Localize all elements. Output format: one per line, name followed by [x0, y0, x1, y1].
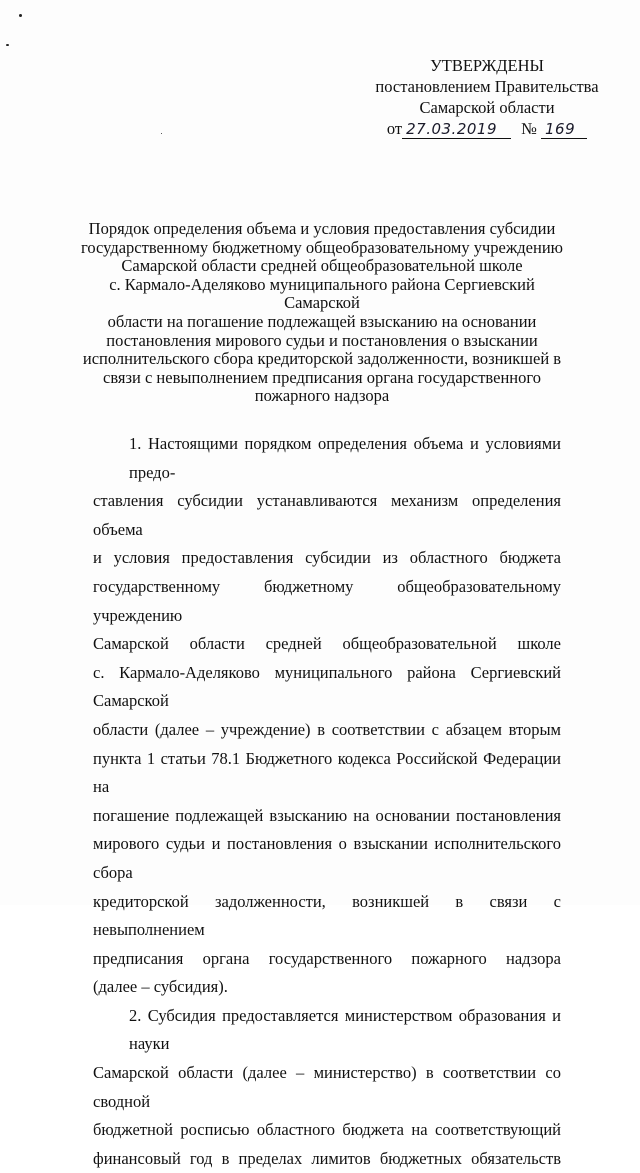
body-line: предписания органа государственного пожарного надзора	[93, 948, 561, 968]
title-line: пожарного надзора	[254, 386, 390, 406]
handwritten-date: 27.03.2019	[402, 120, 511, 139]
paragraph-1	[93, 430, 561, 1002]
title-line: государственному бюджетному общеобразовательному учреждению	[81, 237, 563, 257]
title-line: исполнительского сбора кредиторской задолженности, возникшей в	[82, 349, 562, 369]
title-line: с. Кармало-Аделяково муниципального района Сергиевский Самарской	[109, 274, 535, 313]
approval-date-line	[372, 118, 602, 140]
approval-line-1: постановлением Правительства	[375, 77, 599, 96]
body-line: (далее – субсидия).	[93, 977, 228, 997]
body-line: пункта 1 статьи 78.1 Бюджетного кодекса Российской Федерации на	[93, 748, 561, 797]
body-line: кредиторской задолженности, возникшей в связи с невыполнением	[93, 891, 561, 940]
body-line: Самарской области (далее – министерство) в соответствии со сводной	[93, 1063, 561, 1111]
scan-speck	[19, 14, 22, 17]
document-title	[78, 220, 566, 406]
title-line: постановления мирового судьи и постановления о взыскании	[106, 330, 538, 350]
body-line: и условия предоставления субсидии из областного бюджета	[93, 548, 561, 568]
title-line: Самарской области средней общеобразовательной школе	[121, 256, 523, 276]
title-line: Порядок определения объема и условия предоставления субсидии	[88, 219, 556, 238]
title-line: области на погашение подлежащей взысканию на основании	[107, 311, 537, 331]
body-line: Самарской области средней общеобразовательной школе	[93, 634, 561, 654]
number-prefix: №	[521, 119, 537, 138]
approval-heading: УТВЕРЖДЕНЫ	[430, 56, 544, 75]
document-body	[93, 430, 561, 1173]
body-line: финансовый год в пределах лимитов бюджетных обязательств	[93, 1148, 561, 1168]
title-line: связи с невыполнением предписания органа государственного	[103, 367, 541, 387]
body-line: 2. Субсидия предоставляется министерством образования и науки	[129, 1005, 561, 1054]
paragraph-2	[93, 1002, 561, 1173]
body-line: области (далее – учреждение) в соответствии с абзацем вторым	[93, 719, 561, 739]
approval-line-2: Самарской области	[419, 98, 555, 117]
body-line: мирового судьи и постановления о взыскании исполнительского сбора	[93, 834, 561, 882]
body-line: погашение подлежащей взысканию на основании постановления	[93, 805, 561, 825]
body-line: 1. Настоящими порядком определения объема и условиями предо-	[129, 434, 561, 482]
scan-speck	[6, 44, 9, 46]
handwritten-number: 169	[541, 120, 587, 139]
body-line: бюджетной росписью областного бюджета на соответствующий	[93, 1120, 561, 1140]
body-line: с. Кармало-Аделяково муниципального района Сергиевский Самарской	[93, 662, 561, 711]
body-line: государственному бюджетному общеобразовательному учреждению	[93, 576, 561, 625]
date-prefix: от	[386, 119, 403, 138]
scan-speck	[161, 133, 162, 134]
body-line: ставления субсидии устанавливаются механизм определения объема	[93, 491, 561, 539]
approval-stamp-block	[372, 55, 602, 140]
